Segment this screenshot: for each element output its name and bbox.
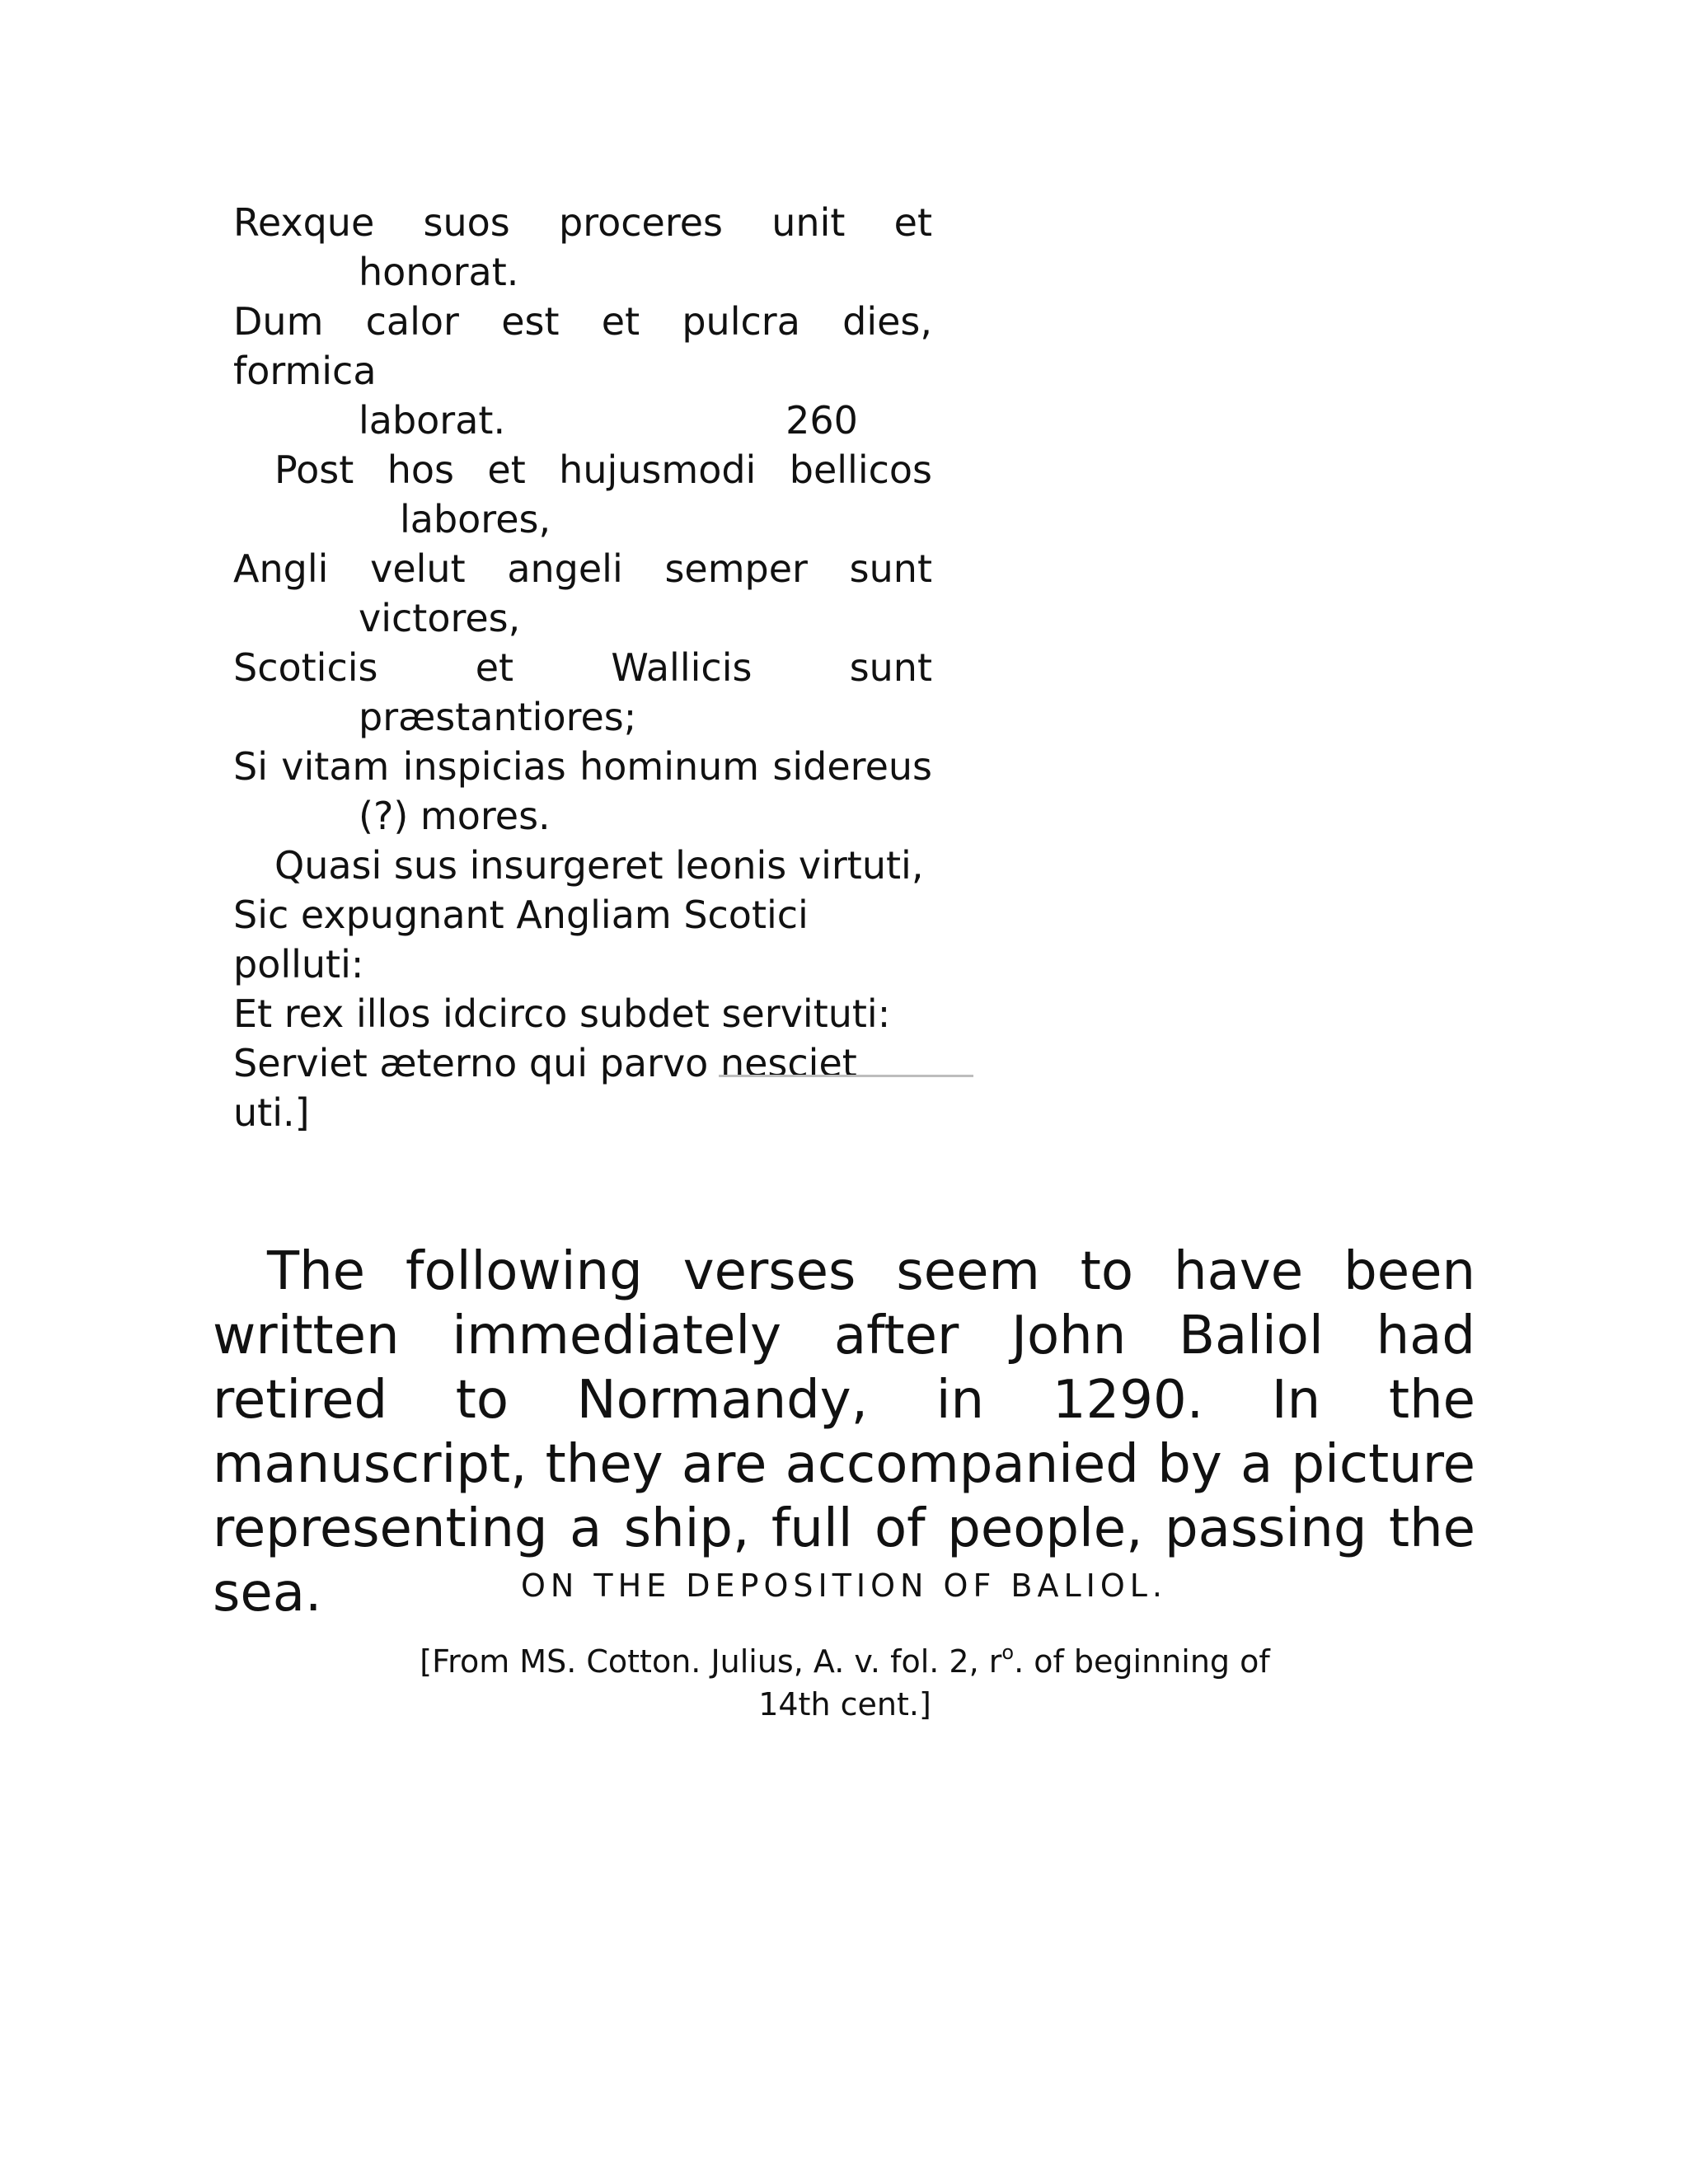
intro-paragraph: The following verses seem to have been written immediately after John Baliol had retired to Normandy, in 1290. In the manuscript, they are accompanied by a picture representing a ship, full of people, passing the sea. — [213, 1241, 1475, 1624]
poem-line: Serviet æterno qui parvo nesciet uti.] — [233, 1041, 857, 1135]
poem-line — [233, 396, 932, 445]
poem-line: Quasi sus insurgeret leonis virtuti, — [274, 843, 924, 888]
poem-line: Sic expugnant Angliam Scotici polluti: — [233, 893, 809, 987]
poem-line: Si vitam inspicias hominum sidereus — [233, 744, 932, 789]
source-note — [387, 1640, 1302, 1726]
poem-line: labores, — [400, 497, 551, 541]
poem-line: Angli velut angeli semper sunt — [233, 546, 932, 591]
poem-line: (?) mores. — [359, 794, 551, 838]
poem-line: Dum calor est et pulcra dies, formica — [233, 299, 932, 393]
poem-line: honorat. — [359, 250, 519, 294]
poem-line: præstantiores; — [359, 695, 637, 739]
poem-line: Rexque suos proceres unit et — [233, 200, 932, 245]
section-divider — [719, 1075, 973, 1077]
poem-line: Et rex illos idcirco subdet servituti: — [233, 991, 891, 1036]
poem-line: victores, — [359, 596, 521, 640]
source-note-superscript: o — [1001, 1641, 1015, 1664]
poem-block — [233, 198, 932, 1137]
poem-line: Post hos et hujusmodi bellicos — [274, 448, 932, 492]
poem-line-text: laborat. — [359, 398, 506, 443]
line-number: 260 — [785, 398, 858, 443]
section-heading: ON THE DEPOSITION OF BALIOL. — [521, 1568, 1167, 1604]
poem-line: Scoticis et Wallicis sunt — [233, 645, 932, 690]
source-note-text-end: . of beginning of 14th cent.] — [758, 1643, 1270, 1722]
source-note-text: [From MS. Cotton. Julius, A. v. fol. 2, r — [420, 1643, 1002, 1680]
